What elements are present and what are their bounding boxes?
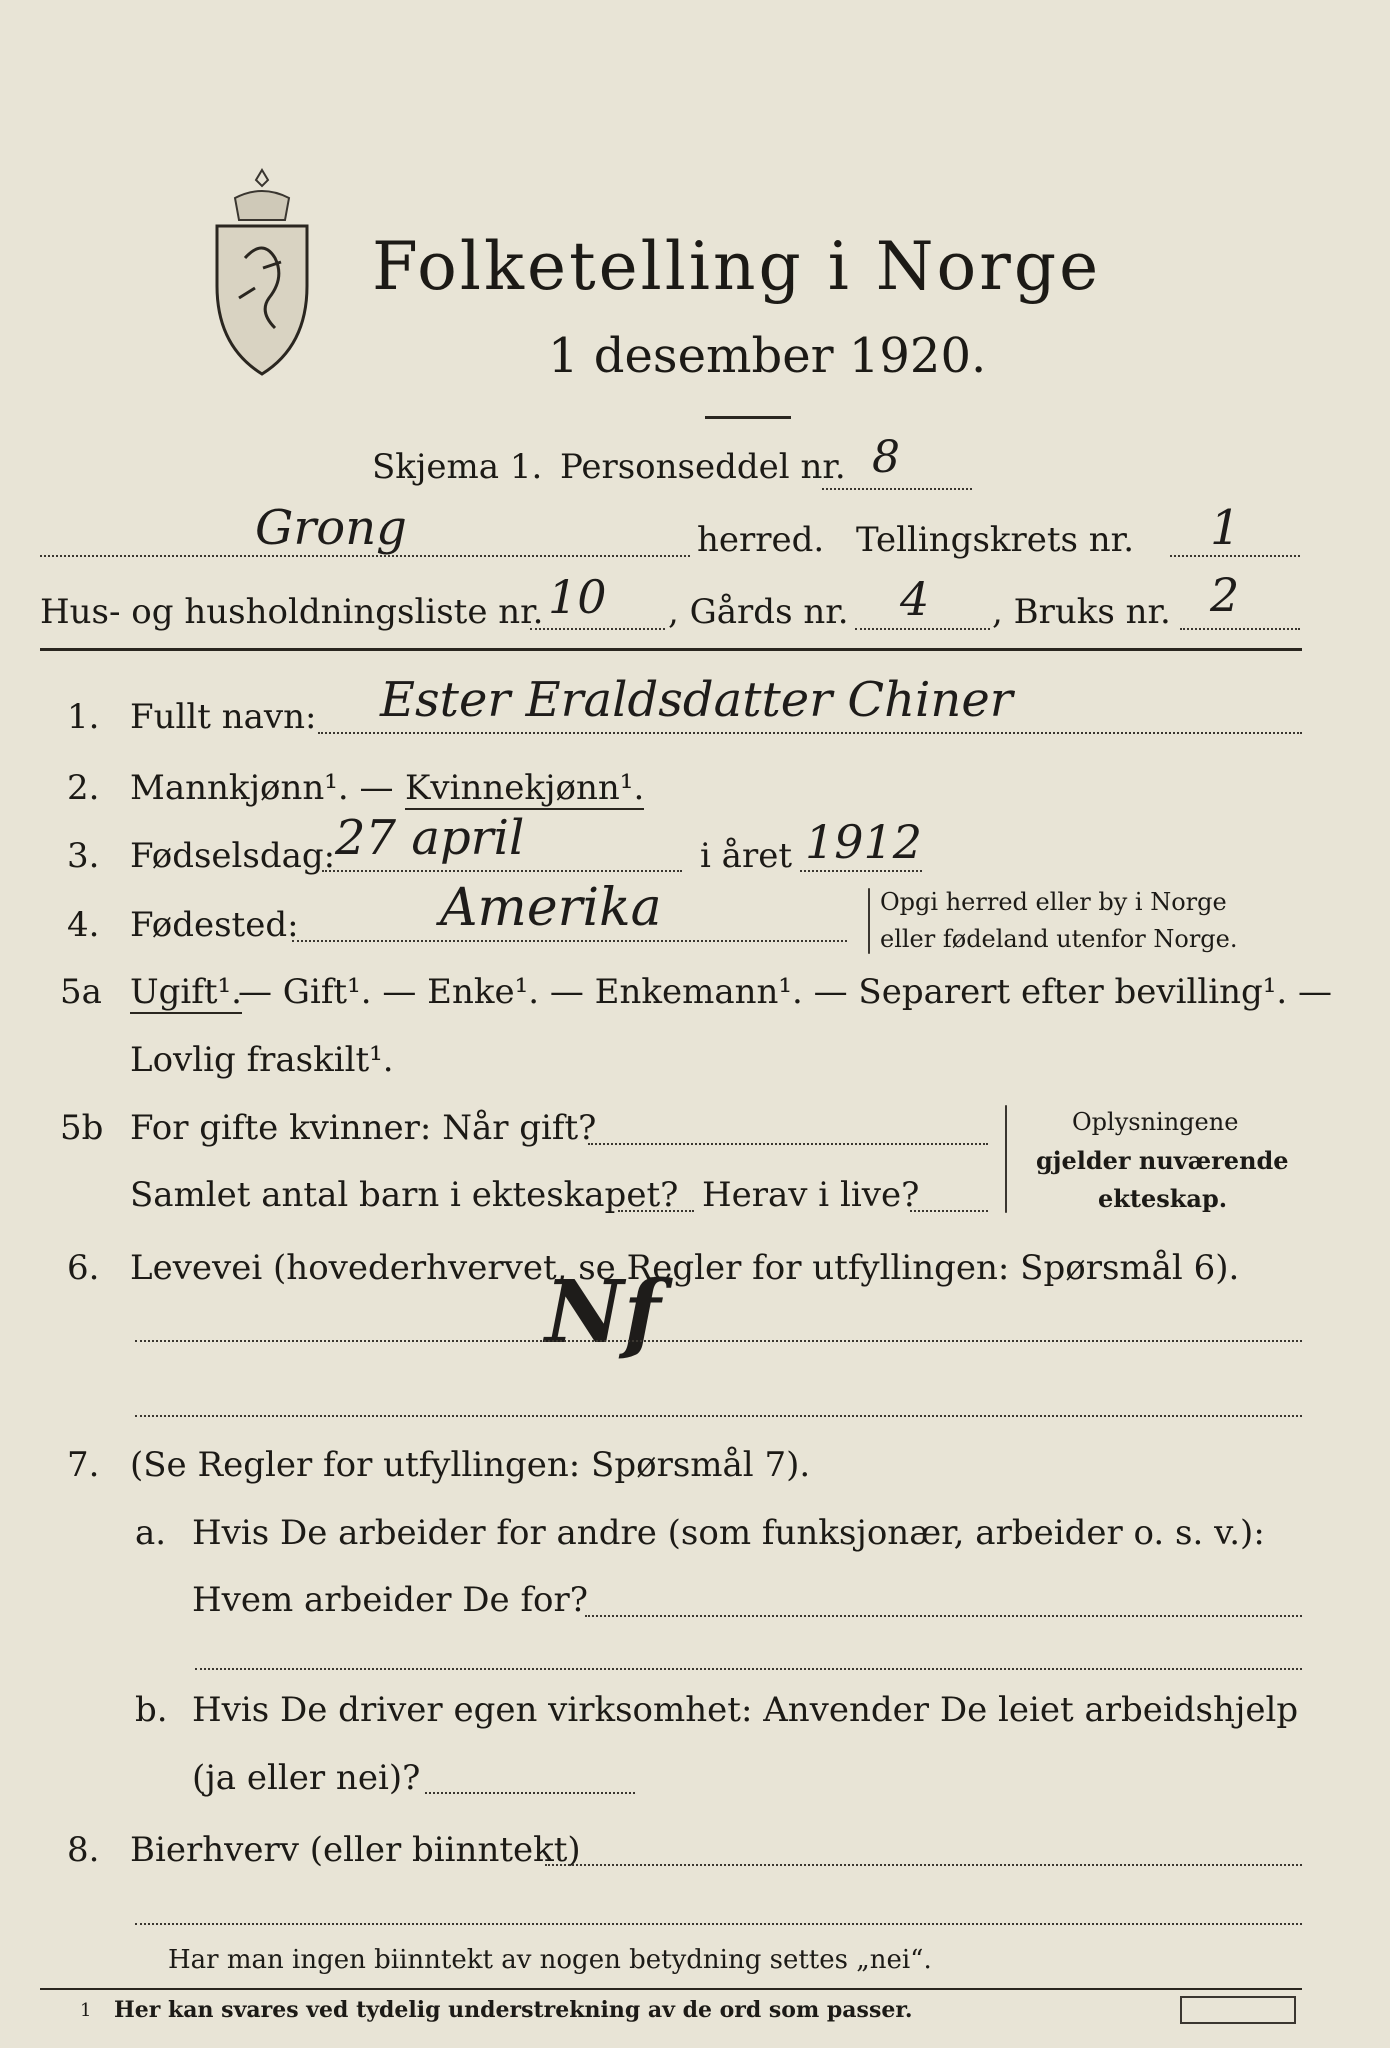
q3-year-label: i året (700, 836, 792, 876)
q5a-ugift-option[interactable]: Ugift¹. (130, 972, 242, 1012)
q5b-children-label: Samlet antal barn i ekteskapet? (130, 1175, 679, 1215)
q3-year-line (800, 870, 922, 872)
census-date: 1 desember 1920. (548, 328, 987, 384)
footnote-number: 1 (80, 2000, 92, 2021)
q7b-label: Hvis De driver egen virksomhet: Anvender De leiet arbeidshjelp (192, 1690, 1299, 1730)
q4-number: 4. (67, 905, 100, 945)
q7a-line-1[interactable] (585, 1615, 1302, 1617)
full-name-value[interactable]: Ester Eraldsdatter Chiner (380, 672, 1013, 728)
q5b-note-1: Oplysningene (1072, 1108, 1239, 1136)
q8-line-2[interactable] (135, 1923, 1302, 1925)
coat-of-arms-icon (205, 168, 320, 378)
q2-male-option[interactable]: Mannkjønn¹. — (130, 768, 394, 808)
page-title: Folketelling i Norge (372, 228, 1102, 305)
q4-line (292, 940, 847, 942)
q5b-children-line[interactable] (618, 1210, 694, 1212)
herred-value[interactable]: Grong (255, 500, 407, 556)
q5b-brace (1005, 1105, 1007, 1213)
q1-number: 1. (67, 697, 100, 737)
gards-label: , Gårds nr. (668, 592, 849, 632)
footer-divider (40, 1988, 1302, 1990)
q7a-label: Hvis De arbeider for andre (som funksjonær, arbeider o. s. v.): (192, 1513, 1265, 1553)
q5b-alive-label: Herav i live? (702, 1175, 920, 1215)
gards-value[interactable]: 4 (900, 572, 930, 626)
q2-number: 2. (67, 768, 100, 808)
q1-line (318, 732, 1302, 734)
q8-label: Bierhverv (eller biinntekt) (130, 1830, 581, 1870)
q7-number: 7. (67, 1445, 100, 1485)
q5b-alive-line[interactable] (910, 1210, 988, 1212)
bruks-line (1180, 628, 1300, 630)
q7b-yesno-label: (ja eller nei)? (192, 1758, 421, 1798)
q4-note-2: eller fødeland utenfor Norge. (880, 925, 1238, 953)
personseddel-line (822, 488, 972, 490)
q7a-line-2[interactable] (195, 1668, 1302, 1670)
q4-label: Fødested: (130, 905, 299, 945)
birth-year-value[interactable]: 1912 (805, 815, 923, 869)
q6-number: 6. (67, 1248, 100, 1288)
footnote-text: Her kan svares ved tydelig understrekning av de ord som passer. (114, 1997, 913, 2023)
q5b-label: For gifte kvinner: Når gift? (130, 1108, 597, 1148)
q7b-line[interactable] (425, 1792, 635, 1794)
q5b-note-3: ekteskap. (1098, 1184, 1228, 1213)
tellingskrets-value[interactable]: 1 (1210, 500, 1241, 556)
q8-line-1[interactable] (545, 1864, 1302, 1866)
q6-line-1[interactable] (135, 1340, 1302, 1342)
q7b-number: b. (135, 1690, 168, 1730)
q4-note-1: Opgi herred eller by i Norge (880, 888, 1227, 916)
q7a-employer-label: Hvem arbeider De for? (192, 1580, 588, 1620)
title-divider (705, 416, 791, 419)
personseddel-label: Personseddel nr. (560, 447, 846, 487)
q1-label: Fullt navn: (130, 697, 317, 737)
q5b-note-2: gjelder nuværende (1036, 1146, 1289, 1175)
printer-stamp (1180, 1996, 1296, 2024)
herred-label: herred. (697, 520, 825, 560)
q5b-married-line[interactable] (588, 1143, 988, 1145)
birthplace-value[interactable]: Amerika (440, 878, 662, 938)
q5a-fraskilt-option[interactable]: Lovlig fraskilt¹. (130, 1040, 394, 1080)
husliste-line (530, 628, 665, 630)
q6-line-2[interactable] (135, 1415, 1302, 1417)
q7-label: (Se Regler for utfyllingen: Spørsmål 7). (130, 1445, 811, 1485)
q6-label: Levevei (hovederhvervet, se Regler for utfyllingen: Spørsmål 6). (130, 1248, 1240, 1288)
header-divider (40, 648, 1302, 651)
q2-female-option[interactable]: Kvinnekjønn¹. (405, 768, 645, 808)
q8-number: 8. (67, 1830, 100, 1870)
personseddel-value[interactable]: 8 (872, 432, 900, 483)
q5b-number: 5b (60, 1108, 104, 1148)
q3-label: Fødselsdag: (130, 836, 336, 876)
bruks-label: , Bruks nr. (992, 592, 1171, 632)
gards-line (855, 628, 990, 630)
q4-brace (868, 888, 870, 954)
bruks-value[interactable]: 2 (1210, 568, 1240, 622)
q7a-number: a. (135, 1513, 167, 1553)
q5a-number: 5a (60, 972, 102, 1012)
q3-number: 3. (67, 836, 100, 876)
husliste-value[interactable]: 10 (548, 570, 607, 624)
schema-label: Skjema 1. (372, 447, 543, 487)
footer-note: Har man ingen biinntekt av nogen betydning settes „nei“. (168, 1945, 932, 1975)
occupation-value[interactable]: Nf (545, 1262, 661, 1363)
husliste-label: Hus- og husholdningsliste nr. (40, 592, 544, 632)
q3-line (322, 870, 682, 872)
q5a-other-options[interactable]: — Gift¹. — Enke¹. — Enkemann¹. — Separert efter bevilling¹. — (238, 972, 1333, 1012)
tellingskrets-label: Tellingskrets nr. (856, 520, 1135, 560)
birthday-value[interactable]: 27 april (335, 810, 525, 866)
